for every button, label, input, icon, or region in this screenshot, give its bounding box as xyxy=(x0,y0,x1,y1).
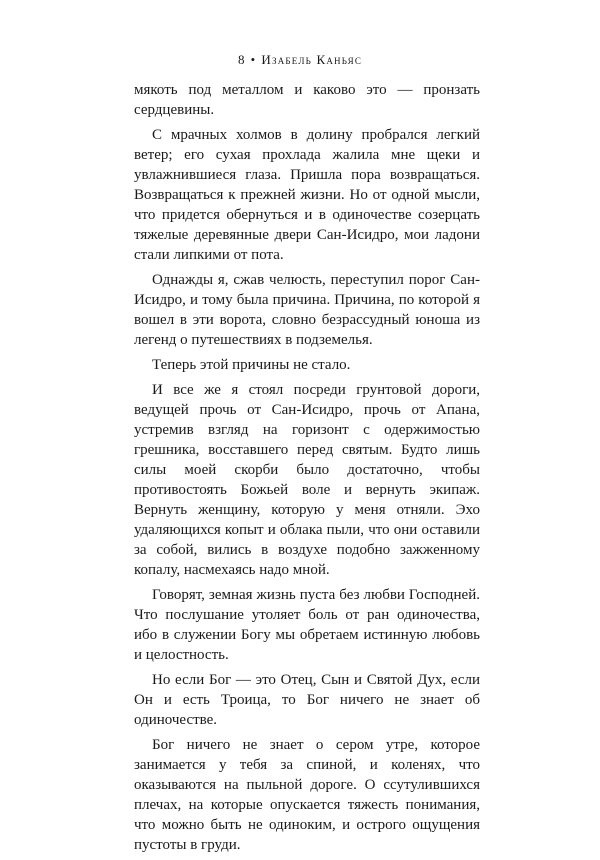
body-text xyxy=(134,80,480,860)
paragraph: Теперь этой причины не стало. xyxy=(152,357,351,373)
author-name: Изабель Каньяс xyxy=(261,52,363,67)
paragraph: Говорят, земная жизнь пуста без любви Господней. Что послушание утоляет боль от ран одиночества, ибо в служении Богу мы обретаем истинную любовь и целостность. xyxy=(134,587,480,663)
paragraph: Бог ничего не знает о сером утре, которое занимается у тебя за спиной, и коленях, что оказываются на пыльной дороге. О ссутулившихся плечах, на которые опускается тяжесть понимания, что можно быть не одиноким, и острого ощущения пустоты в груди. xyxy=(134,737,480,853)
header-separator: • xyxy=(250,52,257,67)
running-header xyxy=(0,52,600,68)
paragraph: Однажды я, сжав челюсть, переступил порог Сан-Исидро, и тому была причина. Причина, по которой я вошел в эти ворота, словно безрассудный юноша из легенд о путешествиях в подземелья. xyxy=(134,272,480,348)
paragraph: И все же я стоял посреди грунтовой дороги, ведущей прочь от Сан-Исидро, прочь от Апана, устремив взгляд на горизонт с одержимостью грешника, восставшего перед святым. Будто лишь силы моей скорби было достаточно, чтобы противостоять Божьей воле и вернуть экипаж. Вернуть женщину, которую у меня отняли. Эхо удаляющихся копыт и облака пыли, что они оставили за собой, вились в воздухе подобно зажженному копалу, насмехаясь надо мной. xyxy=(134,382,480,578)
page-number: 8 xyxy=(237,52,246,67)
paragraph: мякоть под металлом и каково это — пронзать сердцевины. xyxy=(134,82,480,118)
paragraph: Но если Бог — это Отец, Сын и Святой Дух, если Он и есть Троица, то Бог ничего не знает об одиночестве. xyxy=(134,672,480,728)
paragraph: С мрачных холмов в долину пробрался легкий ветер; его сухая прохлада жалила мне щеки и увлажнившиеся глаза. Пришла пора возвращаться. Возвращаться к прежней жизни. Но от одной мысли, что придется обернуться и в одиночестве созерцать тяжелые деревянные двери Сан-Исидро, мои ладони стали липкими от пота. xyxy=(134,127,480,263)
